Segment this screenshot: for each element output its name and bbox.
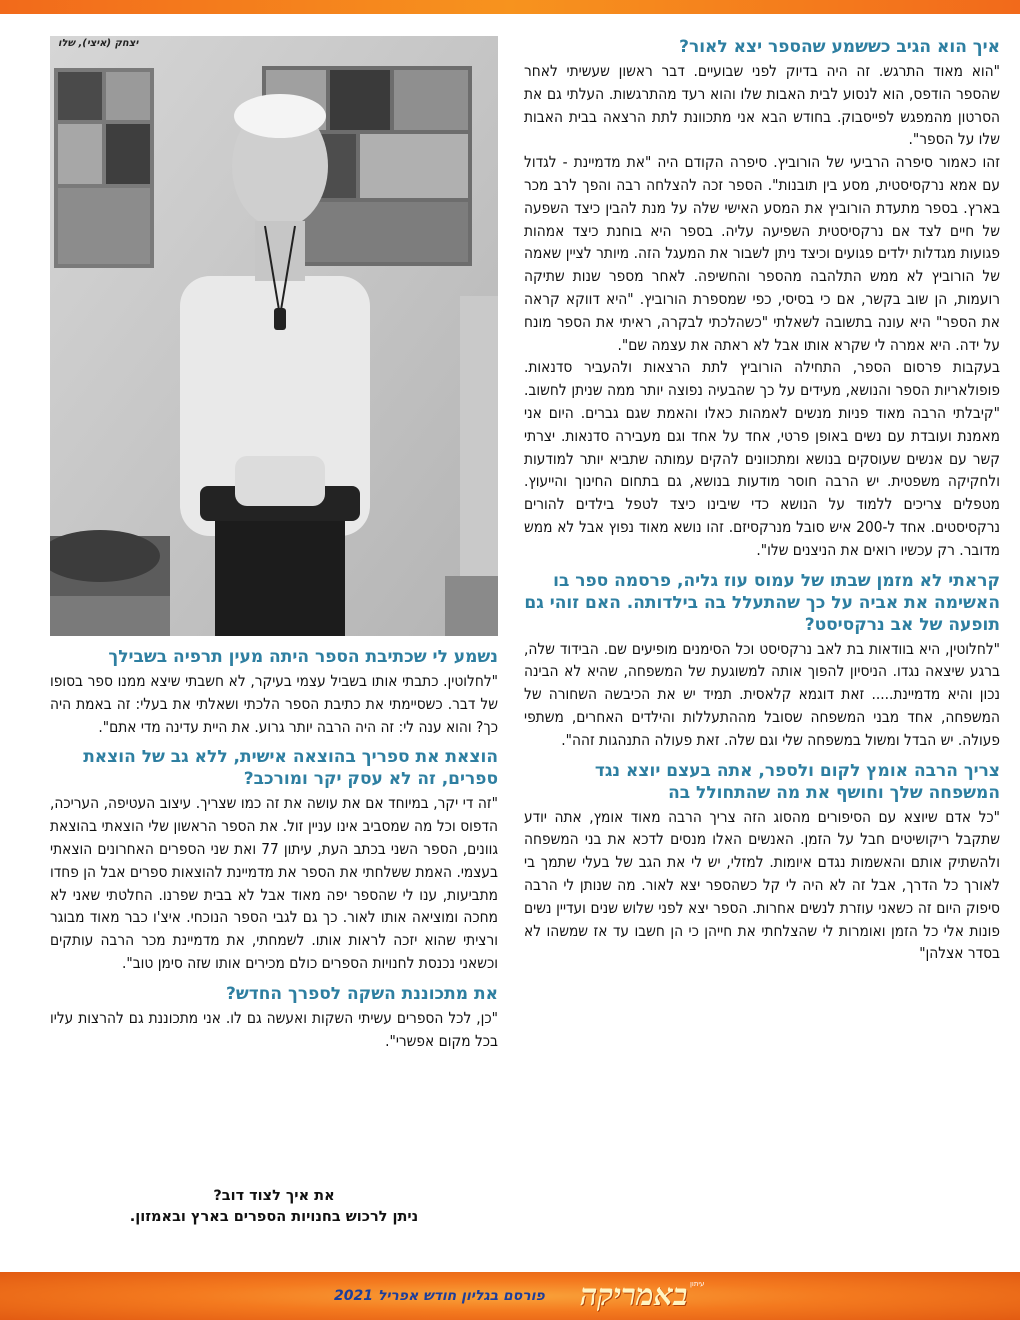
photo-bed	[50, 530, 170, 636]
answer-paragraph: "זה די יקר, במיוחד אם את עושה את זה כמו שצריך. עיצוב העטיפה, העריכה, הדפוס וכל מה שמסביב אינו עניין זול. את הספר הראשון שלי הוצאתי בהוצאת גוונים, הספר השני בכתב העת, עיתון 77 ואת שני הספרים האחרונים הוצאתי בעצמי. האמת ששלחתי את הספר את מדמיינת להוצאות ספרים אבל הן פחדו מתביעות, ענו לי שהספר יפה מאוד אבל לא בבית שפרנו. החלטתי שאני לא מחכה ומוציאה אותו לאור. כך גם לגבי הספר הנוכחי. איצ'ו כבר מאוד מבוגר ורציתי שהוא יזכה לראות אותו. לשמחתי, את מדמיינת מכר הרבה עותקים וכשאני נכנסת לחנויות הספרים כולם מכירים אותו שזה סימן טוב".	[50, 794, 498, 972]
question-heading: את מתכוננת השקה לספרך החדש?	[225, 983, 498, 1004]
question-heading: צריך הרבה אומץ לקום ולספר, אתה בעצם יוצא נגד המשפחה שלך וחושף את מה שהתחולל בה	[594, 760, 1000, 803]
closing-answer: ניתן לרכוש בחנויות הספרים בארץ ובאמזון.	[129, 1209, 419, 1225]
closing-question: את איך לצוד דוב?	[213, 1188, 335, 1204]
answer-paragraph: "לחלוטין. כתבתי אותו בשביל עצמי בעיקר, לא חשבתי שיצא ממנו ספר בסופו של דבר. כשסיימתי את כתיבת הספר הלכתי ושאלתי את בעלי: זה באמת היה כך? והוא ענה לי: זה היה הרבה יותר גרוע. את היית עדינה מדי אתם".	[50, 672, 498, 736]
article-column-left	[50, 646, 498, 1052]
answer-paragraph: "כן, לכל הספרים עשיתי השקות ואעשה גם לו. אני מתכוננת גם להרצות עליו בכל מקום אפשרי".	[50, 1008, 498, 1050]
publication-logo-small: עיתון	[690, 1280, 705, 1288]
body-paragraph: זהו כאמור סיפרה הרביעי של הורוביץ. סיפרה הקודם היה "את מדמיינת - לגדול עם אמא נרקסיסטית, מסע בין תובנות". הספר זכה להצלחה רבה והפך לרב מכר בארץ. בספר מתעדת הורוביץ את המסע האישי שלה על מנת להבין כיצד השפעה של חיים לצד אם נרקסיסטית השפיעה עליה. בספר היא בוחנת כיצד אמהות פגועות מגדלות ילדים פגועים וכיצד ניתן לשבור את המעגל הזה. מיותר לציין שאמה של הורוביץ לא ממש התלהבה מהספר והחשיפה. לאחר מספר שנות שתיקה רועמות, הן שוב בקשר, אם כי בסיסי, כפי שמספרת הורוביץ. "היא דווקא קראה את הספר" היא עונה בתשובה לשאלתי "כשהלכתי לבקרה, ראיתי את הספר מונח על ידה. היא אמרה לי שקרא אותו אבל לא ראתה את עצמה שם".	[524, 153, 1000, 354]
publication-logo: באמריקה	[580, 1278, 688, 1313]
body-paragraph: בעקבות פרסום הספר, התחילה הורוביץ לתת הרצאות ולהעביר סדנאות. פופולאריות הספר והנושא, מעידים על כך שהבעיה נפוצה יותר ממה שניתן לחשוב. "קיבלתי הרבה מאוד פניות מנשים לאמהות כאלו והאמת שגם גברים. היום אני מאמנת ועובדת עם נשים באופן פרטי, אחד על אחד וגם מעבירה סדנאות. יצרתי קשר עם אנשים שעוסקים בנושא ומתכוונים להקים עמותה שתביא יותר למודעות ולחקיקה משפטית. יש הרבה חוסר מודעות בנושא, גם בתחום החינוך והייעוץ. מטפלים צריכים ללמוד על הנושא כדי שיבינו כיצד לטפל בילדים להורים נרקסיסטים. אחד ל-200 איש סובל מנרקסיזם. זהו נושא מאוד נפוץ אבל לא ממש מדובר. רק עכשיו רואים את הניצנים שלו".	[524, 358, 1000, 559]
top-accent-bar	[0, 0, 1020, 14]
photo-illustration	[50, 36, 498, 636]
article-column-right	[524, 36, 1000, 965]
question-heading: נשמע לי שכתיבת הספר היתה מעין תרפיה בשבילך	[108, 647, 498, 667]
question-heading: איך הוא הגיב כששמע שהספר יצא לאור?	[679, 37, 1000, 57]
answer-paragraph: "כל אדם שיוצא עם הסיפורים מהסוג הזה צריך הרבה מאוד אומץ, אתה יודע שתקבל ריקושיטים חבל על הזמן. האנשים האלו מנסים לדכא את בני המשפחה ולהשתיק אותם והאשמות נגדם איומות. למזלי, יש לי את הגב של בעלי שתמך בי לאורך כל הדרך, אבל זה לא היה לי קל כשהספר יצא לאור. מה שנותן לי הרבה סיפוק היום זה כשאני עוזרת לנשים אחרות. הספר יצא לפני שלוש שנים ועדיין נשים פונות אלי כל הזמן ואומרות לי שהצלחתי את חייהן כי הן חשבו עד אז שמשהו לא בסדר אצלהן"	[524, 807, 1000, 963]
question-heading: הוצאת את ספריך בהוצאה אישית, ללא גב של הוצאת ספרים, זה לא עסק יקר ומורכב?	[83, 747, 498, 790]
photo-caption: יצחק (איצי), שלו	[58, 38, 139, 49]
footer-banner	[0, 1272, 1020, 1320]
photo-collage-left	[54, 68, 154, 268]
question-heading: קראתי לא מזמן שבתו של עמוס עוז גליה, פרסמה ספר בו האשימה את אביה על כך שהתעלל בה בילדותה. האם זוהי גם תופעה של אב נרקסיסט?	[524, 570, 1000, 635]
article-photo	[50, 36, 498, 636]
publication-note: פורסם בגליון חודש אפריל 2021	[334, 1288, 545, 1304]
answer-paragraph: "לחלוטין, היא בוודאות בת לאב נרקסיסט וכל הסימנים מופיעים שם. הבידוד שלה, ברגע שיצאה נגדו. הניסיון להפוך אותה למשוגעת של המשפחה, שהיא לא הבינה נכון והיא מדמיינת..... זאת דוגמא קלאסית. תמיד יש את הכיבשה השחורה של המשפחה, אחד מבני המשפחה שסובל מההתעללות והילדים האחרים, משתפי פעולה. יש הבדל ומשול במשפחה שלי וגם שלה. זאת פעולה התנהגות זהה".	[524, 639, 1000, 749]
closing-block	[50, 1186, 498, 1228]
answer-paragraph: "הוא מאוד התרגש. זה היה בדיוק לפני שבועיים. דבר ראשון שעשיתי לאחר שהספר הודפס, הוא לנסוע לבית האבות שלו והוא רעד מהתרגשות. העלתי גם את הסרטון מהמפגש לפייסבוק. בחודש הבא אני מתכוונת לתת הרצאה בבית האבות שלו על הספר".	[524, 62, 1000, 149]
